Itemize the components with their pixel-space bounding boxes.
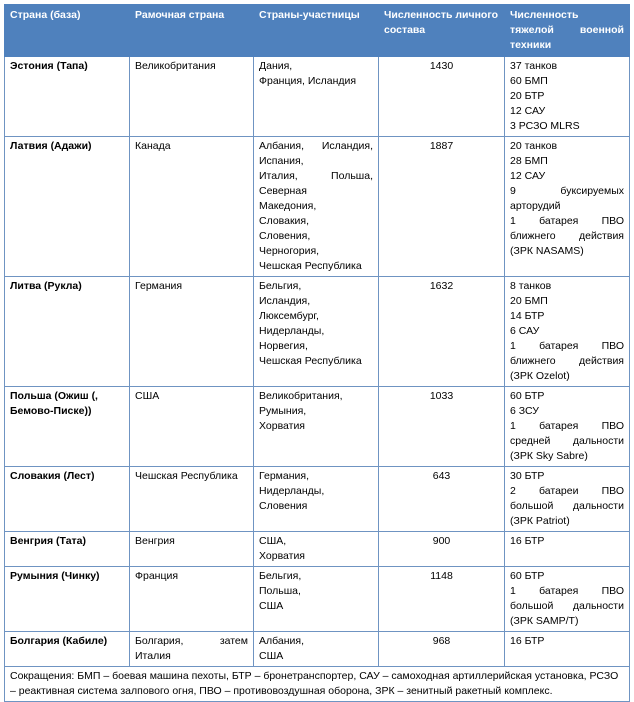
table-row <box>5 57 630 137</box>
participant-line: Словения <box>259 500 308 512</box>
equipment-line: арторудий <box>510 200 561 212</box>
cell-equipment <box>505 632 630 667</box>
cell-framework: США <box>130 387 254 467</box>
participant-line: Чешская Республика <box>259 260 362 272</box>
equipment-line: 60 БМП <box>510 75 548 87</box>
participant-line: Испания, <box>259 155 304 167</box>
table-row <box>5 467 630 532</box>
cell-framework: Франция <box>130 567 254 632</box>
cell-equipment <box>505 532 630 567</box>
table-row <box>5 567 630 632</box>
cell-equipment <box>505 57 630 137</box>
participant-line: Нидерланды, <box>259 485 325 497</box>
equipment-line: 12 САУ <box>510 170 546 182</box>
equipment-line: 1 батарея ПВО <box>510 340 624 352</box>
cell-framework: Великобритания <box>130 57 254 137</box>
participant-line: Черногория, <box>259 245 320 257</box>
cell-participants <box>254 632 379 667</box>
participant-line: Словения, <box>259 230 311 242</box>
participant-line: Великобритания, <box>259 390 343 402</box>
cell-personnel: 1632 <box>379 277 505 387</box>
cell-participants <box>254 532 379 567</box>
equipment-line: (ЗРК NASAMS) <box>510 245 584 257</box>
cell-participants <box>254 387 379 467</box>
participant-line: Италия, Польша, <box>259 170 373 182</box>
table-body <box>5 57 630 667</box>
equipment-line: (ЗРК Patriot) <box>510 515 570 527</box>
participant-line: Словакия, <box>259 215 310 227</box>
cell-country: Литва (Рукла) <box>5 277 130 387</box>
equipment-line: 9 буксируемых <box>510 185 624 197</box>
equipment-line: (ЗРК Sky Sabre) <box>510 450 588 462</box>
table-row <box>5 632 630 667</box>
cell-participants <box>254 277 379 387</box>
cell-equipment <box>505 137 630 277</box>
cell-country: Латвия (Адажи) <box>5 137 130 277</box>
cell-participants <box>254 137 379 277</box>
equipment-line: 1 батарея ПВО <box>510 585 624 597</box>
cell-framework: Канада <box>130 137 254 277</box>
cell-framework: Болгария, затем Италия <box>130 632 254 667</box>
participant-line: Хорватия <box>259 420 305 432</box>
participant-line: Албания, Исландия, <box>259 140 373 152</box>
cell-country: Словакия (Лест) <box>5 467 130 532</box>
participant-line: Бельгия, <box>259 570 302 582</box>
cell-personnel: 1033 <box>379 387 505 467</box>
participant-line: Германия, <box>259 470 309 482</box>
participant-line: Норвегия, <box>259 340 308 352</box>
cell-framework: Чешская Республика <box>130 467 254 532</box>
equipment-line: 3 РСЗО MLRS <box>510 120 580 132</box>
cell-personnel: 1887 <box>379 137 505 277</box>
equipment-line: 28 БМП <box>510 155 548 167</box>
cell-country: Польша (Ожиш (, Бемово-Писке)) <box>5 387 130 467</box>
equipment-line: 30 БТР <box>510 470 545 482</box>
participant-line: Дания, <box>259 60 293 72</box>
cell-personnel: 1148 <box>379 567 505 632</box>
cell-personnel: 900 <box>379 532 505 567</box>
participant-line: Люксембург, <box>259 310 319 322</box>
participant-line: Исландия, <box>259 295 311 307</box>
note-row <box>5 667 630 702</box>
header-equipment: Численность тяжелой военной техники <box>505 5 630 57</box>
participant-line: Македония, <box>259 200 317 212</box>
equipment-line: 12 САУ <box>510 105 546 117</box>
equipment-line: 20 БТР <box>510 90 545 102</box>
equipment-line: (ЗРК SAMP/T) <box>510 615 579 627</box>
equipment-line: ближнего действия <box>510 230 624 242</box>
table-row <box>5 387 630 467</box>
equipment-line: 2 батареи ПВО <box>510 485 624 497</box>
participant-line: США, <box>259 535 287 547</box>
cell-framework: Германия <box>130 277 254 387</box>
header-row <box>5 5 630 57</box>
equipment-line: 60 БТР <box>510 570 545 582</box>
table-row <box>5 137 630 277</box>
equipment-line: 16 БТР <box>510 535 545 547</box>
cell-participants <box>254 467 379 532</box>
participant-line: Чешская Республика <box>259 355 362 367</box>
equipment-line: большой дальности <box>510 600 624 612</box>
header-framework: Рамочная страна <box>130 5 254 57</box>
cell-equipment <box>505 387 630 467</box>
table-row <box>5 277 630 387</box>
participant-line: США <box>259 650 284 662</box>
equipment-line: 6 ЗСУ <box>510 405 539 417</box>
table-row <box>5 532 630 567</box>
cell-personnel: 643 <box>379 467 505 532</box>
equipment-line: 14 БТР <box>510 310 545 322</box>
cell-country: Венгрия (Тата) <box>5 532 130 567</box>
cell-equipment <box>505 567 630 632</box>
equipment-line: 20 танков <box>510 140 558 152</box>
cell-participants <box>254 567 379 632</box>
participant-line: Албания, <box>259 635 305 647</box>
nato-battlegroups-table <box>4 4 630 702</box>
cell-equipment <box>505 467 630 532</box>
participant-line: Хорватия <box>259 550 305 562</box>
equipment-line: (ЗРК Ozelot) <box>510 370 570 382</box>
header-personnel: Численность личного состава <box>379 5 505 57</box>
abbreviations-note: Сокращения: БМП – боевая машина пехоты, БТР – бронетранспортер, САУ – самоходная артиллерийская установка, РСЗО – реактивная система залпового огня, ПВО – противовоздушная оборона, ЗРК – зенитный ракетный комплекс. <box>5 667 630 702</box>
header-country: Страна (база) <box>5 5 130 57</box>
cell-personnel: 1430 <box>379 57 505 137</box>
participant-line: Северная <box>259 185 307 197</box>
participant-line: Нидерланды, <box>259 325 325 337</box>
cell-framework: Венгрия <box>130 532 254 567</box>
equipment-line: 60 БТР <box>510 390 545 402</box>
equipment-line: большой дальности <box>510 500 624 512</box>
equipment-line: 37 танков <box>510 60 558 72</box>
equipment-line: 1 батарея ПВО <box>510 215 624 227</box>
equipment-line: 16 БТР <box>510 635 545 647</box>
cell-equipment <box>505 277 630 387</box>
equipment-line: 20 БМП <box>510 295 548 307</box>
cell-country: Румыния (Чинку) <box>5 567 130 632</box>
equipment-line: средней дальности <box>510 435 624 447</box>
participant-line: Румыния, <box>259 405 307 417</box>
participant-line: Бельгия, <box>259 280 302 292</box>
cell-country: Болгария (Кабиле) <box>5 632 130 667</box>
equipment-line: 1 батарея ПВО <box>510 420 624 432</box>
cell-country: Эстония (Тапа) <box>5 57 130 137</box>
participant-line: США <box>259 600 284 612</box>
participant-line: Польша, <box>259 585 301 597</box>
equipment-line: 6 САУ <box>510 325 540 337</box>
header-participants: Страны-участницы <box>254 5 379 57</box>
cell-personnel: 968 <box>379 632 505 667</box>
participant-line: Франция, Исландия <box>259 75 357 87</box>
equipment-line: 8 танков <box>510 280 552 292</box>
cell-participants <box>254 57 379 137</box>
equipment-line: ближнего действия <box>510 355 624 367</box>
